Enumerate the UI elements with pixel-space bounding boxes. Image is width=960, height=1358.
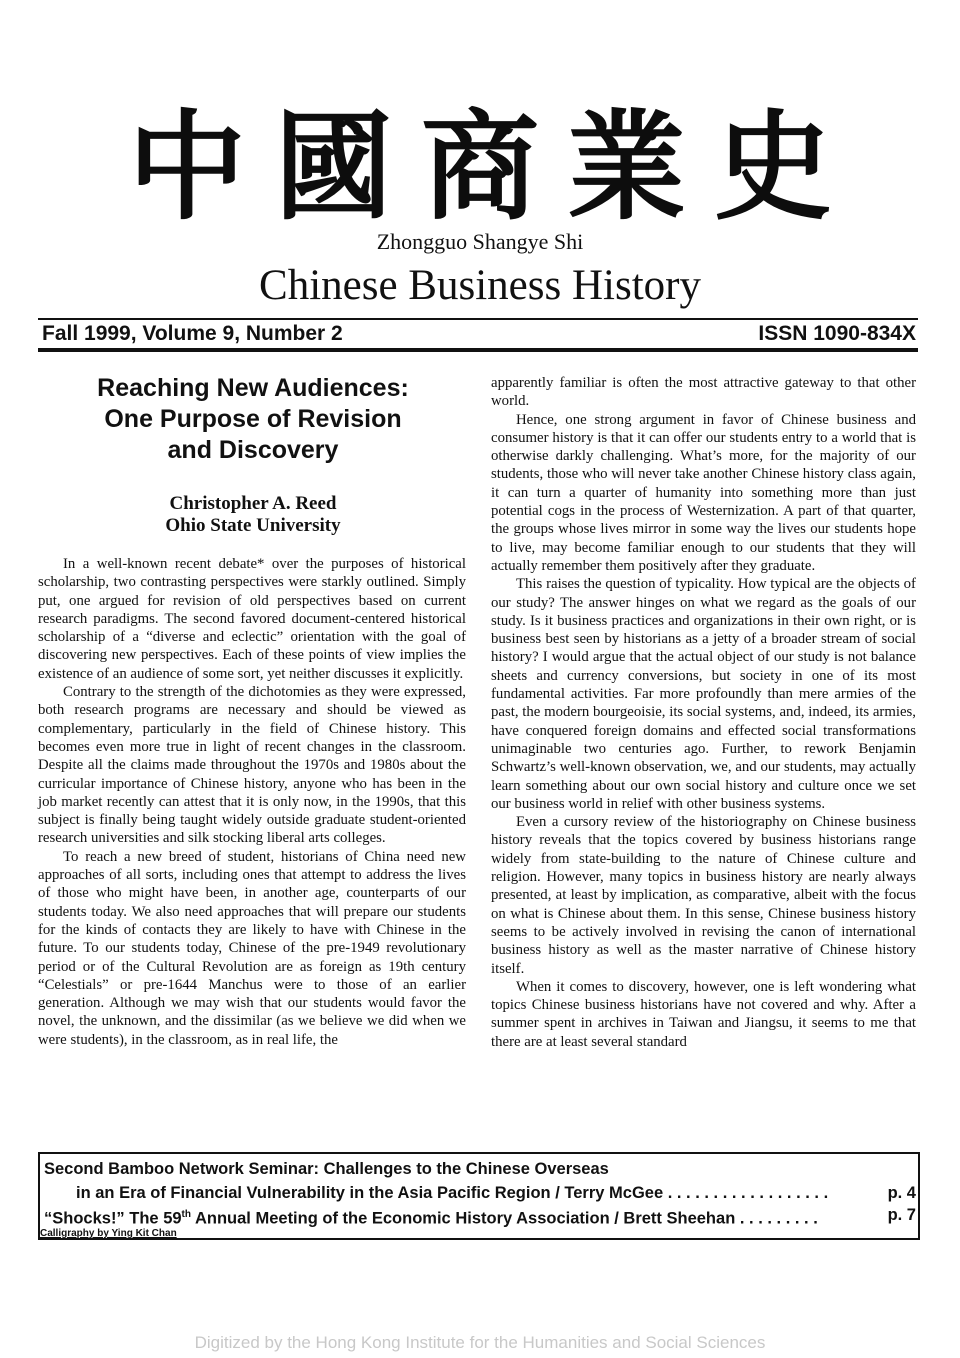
issn: ISSN 1090-834X: [758, 322, 916, 345]
calligraphy-char: 史: [713, 97, 832, 236]
contents-box: [38, 1152, 920, 1240]
romanized-title: Zhongguo Shangye Shi: [376, 229, 584, 254]
digitization-footer: Digitized by the Hong Kong Institute for the Humanities and Social Sciences: [194, 1333, 766, 1352]
article-column-left: [38, 555, 466, 1049]
page-number: p. 4: [887, 1184, 916, 1202]
calligraphy-char: 商: [420, 97, 539, 236]
paragraph: apparently familiar is often the most attractive gateway to that other world.: [491, 375, 916, 410]
calligraphy-credit: Calligraphy by Ying Kit Chan: [40, 1228, 177, 1239]
byline: [38, 493, 468, 537]
author-affiliation: Ohio State University: [165, 515, 341, 536]
paragraph: To reach a new breed of student, historians of China need new approaches of all sorts, including ones that attempt to address the lives of those who might have been, in another age, counterparts of our students today. We also need approaches that will prepare our students for the kinds of contacts they are likely to have with Chinese in the future. To our students today, Chinese of the pre-1949 revolutionary period or of the Cultural Revolution are as foreign as 19th century “Celestials” or pre-1644 Manchus were to those of an earlier generation. Although we may wish that our students would favor the novel, the unknown, and the dissimilar (as we believe we did when we were students), in the classroom, as in real life, the: [38, 848, 466, 1048]
article-title-line: and Discovery: [167, 436, 339, 464]
paragraph: When it comes to discovery, however, one is left wondering what topics Chinese business historians have not covered and why. After a summer spent in archives in Taiwan and Jiangsu, it seems to me that there are at least several standard: [491, 978, 916, 1050]
paragraph: This raises the question of typicality. How typical are the objects of our study? The answer hinges on what we regard as the goals of our study. Is it business practices and organizations in their own right, or is business best seen by historians as a jetty of a broader stream of social history? I would argue that the actual object of our study is not balance sheets and currency conversions, but society in one of its most fundamental activities. Far more profoundly than mere armies of the past, the modern bourgeoisie, its social systems, and, indeed, its armies, have conquered foreign domains and effected social transformations unimaginable two centuries ago. Further, to rework Benjamin Schwartz’s well-known observation, we, and our students, may actually learn something about our own social history and culture once we set our business world in relief with other business systems.: [491, 576, 916, 812]
article-title-line: One Purpose of Revision: [104, 405, 402, 433]
paragraph: In a well-known recent debate* over the purposes of historical scholarship, two contrasting perspectives were starkly outlined. Simply put, one argued for revision of old perspectives based on current research paradigms. The second favored document-centered historical scholarship of a “diverse and eclectic” orientation with the goal of discovering new perspectives. Each of these points of view implies the existence of an audience of some sort, yet neither discusses it explicitly.: [38, 556, 466, 682]
masthead-rule-bottom: [38, 348, 918, 352]
paragraph: Contrary to the strength of the dichotomies as they were expressed, both research programs are necessary and should be viewed as complementary, particularly in the field of Chinese history. This becomes even more true in light of recent changes in the classroom. Despite all the claims made throughout the 1970s and 1980s about the curricular importance of Chinese history, anyone who has been in the job market recently can attest that it is only now, in the 1990s, that this subject is finally being taught widely outside graduate student-oriented research universities and silk stocking liberal arts colleges.: [38, 684, 466, 847]
contents-item-text: in an Era of Financial Vulnerability in the Asia Pacific Region / Terry McGee . . . . . . . . . . . . . . . . . .: [76, 1184, 829, 1202]
calligraphy-char: 業: [567, 97, 686, 236]
paragraph: Hence, one strong argument in favor of Chinese business and consumer history is that it can offer our students entry to a world that is otherwise darkly challenging. What’s more, for the majority of our students, those who will never take another Chinese history class again, it can turn a quarter of humanity into something more than just potential cogs in the process of Westernization. A part of that quarter, the groups whose lives mirror in some way the lives our students hope to live, may become familiar enough to our students that they will actually remember them positively after they graduate.: [491, 411, 916, 574]
newsletter-title: Chinese Business History: [259, 262, 701, 309]
author-name: Christopher A. Reed: [169, 493, 337, 514]
contents-item-2[interactable]: [44, 1204, 916, 1230]
ordinal-suffix: th: [181, 1209, 191, 1220]
article-title: [38, 373, 468, 466]
calligraphy-char: 中: [127, 97, 246, 236]
calligraphy-masthead: [120, 92, 840, 242]
issue-info: Fall 1999, Volume 9, Number 2: [42, 322, 343, 345]
page-number: p. 7: [887, 1206, 916, 1224]
contents-item-text: Annual Meeting of the Economic History Association / Brett Sheehan . . . . . . . . .: [191, 1209, 818, 1228]
paragraph: Even a cursory review of the historiography on Chinese business history reveals that the topics covered by business historians range widely from state-building to the nature of Chinese culture and religion. However, many topics in business history are nearly always presented, at least by implication, as comparative, albeit with the focus on what is Chinese about them. In this sense, Chinese business history seems to be actively involved in revising the canon of international business history as well as the master narrative of Chinese history itself.: [491, 814, 916, 977]
contents-item-1-line-1: Second Bamboo Network Seminar: Challenges to the Chinese Overseas: [44, 1160, 609, 1178]
contents-item-1-line-2[interactable]: [76, 1182, 916, 1204]
article-column-right: [491, 374, 916, 1051]
article-title-line: Reaching New Audiences:: [97, 374, 409, 402]
contents-item-text: “Shocks!” The 59: [44, 1209, 182, 1228]
calligraphy-char: 國: [274, 97, 393, 236]
